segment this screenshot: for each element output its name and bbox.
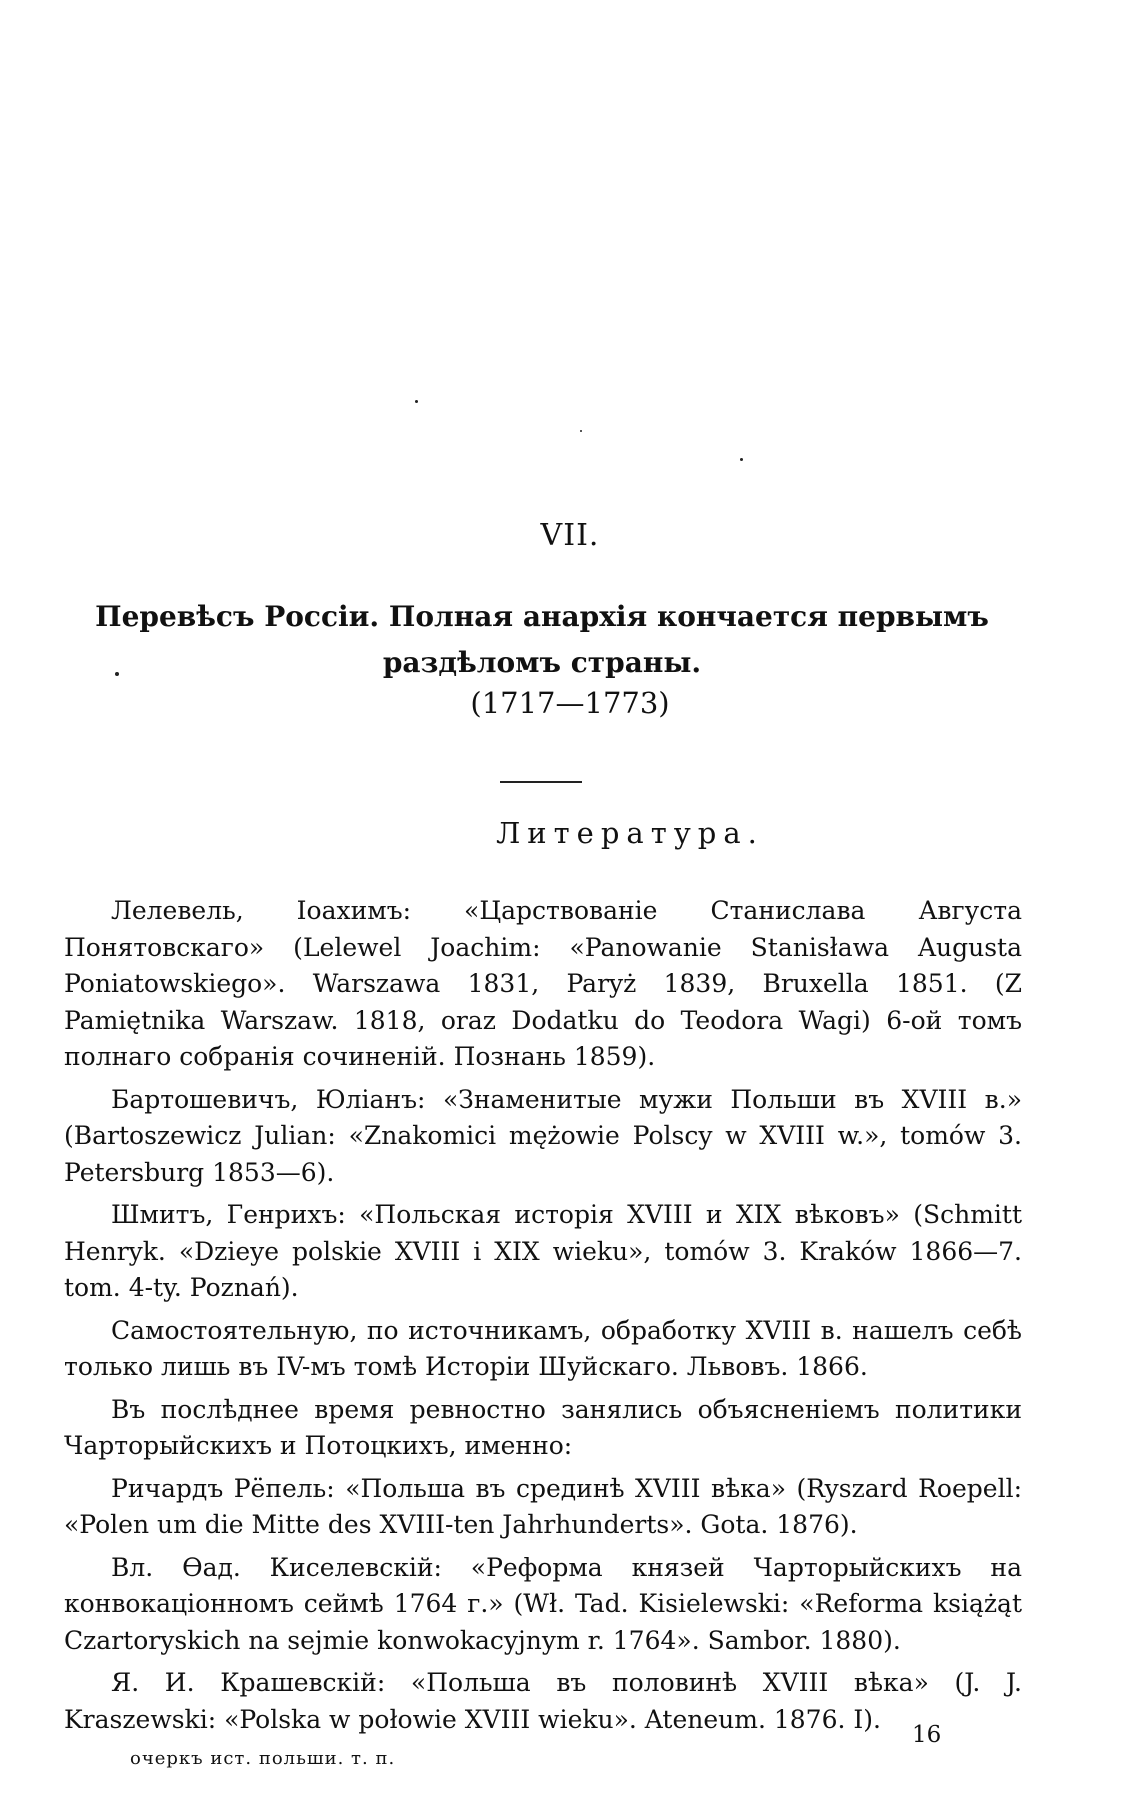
page-number: 16 xyxy=(912,1722,942,1748)
bibliography-entry-lelewel: Лелевель, Іоахимъ: «Царствованіе Станислава Августа Понятовскаго» (Lelewel Joachim: «Panowanie Stanisława Augusta Poniatowskiego». Warszawa 1831, Paryż 1839, Bruxella 1851. (Z Pamiętnika Warszaw. 1818, oraz Dodatku do Teodora Wagi) 6-ой томъ полнаго собранія сочиненій. Познань 1859). xyxy=(64,896,1022,1071)
bibliography-entry-recent-note: Въ послѣднее время ревностно занялись объясненіемъ политики Чарторыйскихъ и Потоцкихъ, именно: xyxy=(64,1394,1022,1460)
chapter-number: VII. xyxy=(540,518,600,553)
chapter-dates: (1717—1773) xyxy=(470,686,670,720)
bibliography-entry-szujski: Самостоятельную, по источникамъ, обработку XVIII в. нашелъ себѣ только лишь въ IV-мъ томѣ Исторіи Шуйскаго. Львовъ. 1866. xyxy=(64,1315,1022,1381)
section-divider xyxy=(500,781,582,783)
bibliography-entry-roepell: Ричардъ Рёпель: «Польша въ срединѣ XVIII вѣка» (Ryszard Roepell: «Polen um die Mitte des XVIII-ten Jahrhunderts». Gota. 1876). xyxy=(64,1473,1022,1539)
scan-speck xyxy=(580,430,582,432)
bibliography-entry-kraszewski: Я. И. Крашевскій: «Польша въ половинѣ XVIII вѣка» (J. J. Kraszewski: «Polska w połowie XVIII wieku». Ateneum. 1876. I). xyxy=(64,1668,1022,1734)
bibliography-list xyxy=(64,893,1022,1744)
section-heading: Литература. xyxy=(496,816,764,850)
bibliography-entry-kisielewski: Вл. Ѳад. Киселевскій: «Реформа князей Чарторыйскихъ на конвокаціонномъ сеймѣ 1764 г.» (Wł. Tad. Kisielewski: «Reforma książąt Czartoryskich na sejmie konwokacyjnym r. 1764». Sambor. 1880). xyxy=(64,1552,1022,1655)
scan-speck xyxy=(740,458,743,461)
bibliography-entry-bartoszewicz: Бартошевичъ, Юліанъ: «Знаменитые мужи Польши въ XVIII в.» (Bartoszewicz Julian: «Znakomici mężowie Polscy w XVIII w.», tomów 3. Petersburg 1853—6). xyxy=(64,1084,1022,1187)
chapter-title: Перевѣсъ Россіи. Полная анархія кончается первымъ раздѣломъ страны. xyxy=(95,600,989,679)
scan-speck xyxy=(415,400,418,403)
bibliography-entry-schmitt: Шмитъ, Генрихъ: «Польская исторія XVIII и XIX вѣковъ» (Schmitt Henryk. «Dzieye polskie XVIII i XIX wieku», tomów 3. Kraków 1866—7. tom. 4-ty. Poznań). xyxy=(64,1200,1022,1302)
running-title: очеркъ ист. польши. т. п. xyxy=(130,1748,396,1769)
